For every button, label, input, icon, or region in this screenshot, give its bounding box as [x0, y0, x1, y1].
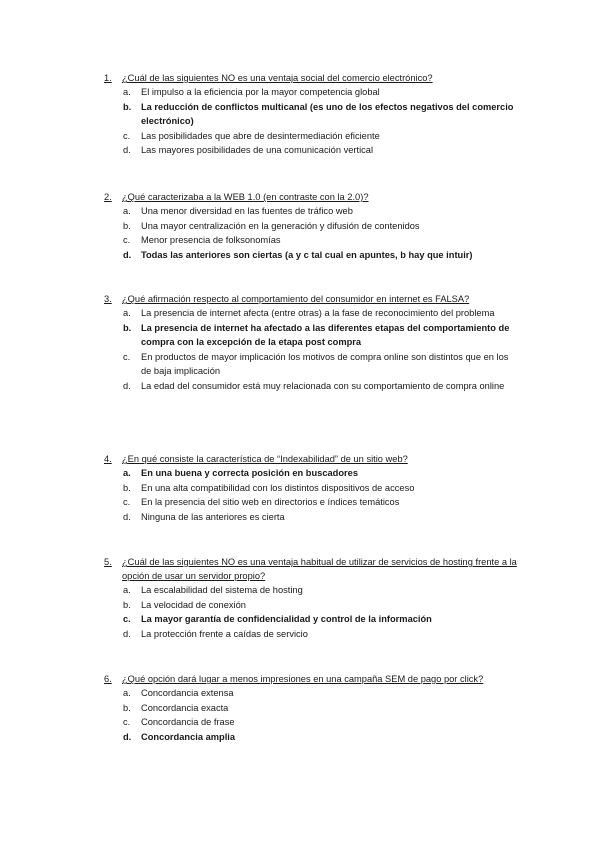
option-4c: c. En la presencia del sitio web en directorios e índices temáticos — [123, 497, 400, 508]
option-5c-correct: c. La mayor garantía de confidencialidad y control de la información — [123, 614, 432, 625]
question-number: 5. — [104, 557, 112, 567]
option-6a: a. Concordancia extensa — [123, 688, 234, 698]
question-number: 3. — [104, 294, 112, 304]
option-2a: a. Una menor diversidad en las fuentes de tráfico web — [123, 206, 353, 216]
option-6c: c. Concordancia de frase — [123, 717, 235, 728]
option-2d-correct: d. Todas las anteriores son ciertas (a y c tal cual en apuntes, b hay que intuir) — [123, 249, 473, 260]
question-5 — [0, 555, 600, 641]
option-5a: a. La escalabilidad del sistema de hosting — [123, 585, 303, 595]
option-6d-correct: d. Concordancia amplia — [123, 731, 236, 742]
option-4b: b. En una alta compatibilidad con los distintos dispositivos de acceso — [123, 482, 415, 493]
question-text: 5. ¿Cuál de las siguientes NO es una ventaja habitual de utilizar de servicios de hosting frente a la opción de usar un servidor propio? — [104, 557, 517, 581]
option-4a-correct: a. En una buena y correcta posición en buscadores — [123, 468, 358, 478]
question-number: 4. — [104, 454, 112, 464]
option-5d: d. La protección frente a caídas de servicio — [123, 628, 308, 639]
question-2 — [0, 190, 600, 262]
option-3a: a. La presencia de internet afecta (entre otras) a la fase de reconocimiento del problema — [123, 308, 495, 318]
option-6b: b. Concordancia exacta — [123, 702, 229, 713]
option-1c: c. Las posibilidades que abre de desintermediación eficiente — [123, 130, 380, 141]
question-number: 1. — [104, 73, 112, 83]
question-3 — [0, 292, 600, 394]
option-3b-correct: b. La presencia de internet ha afectado a las diferentes etapas del comportamiento de compra con la excepción de la etapa post compra — [123, 322, 510, 348]
question-text: 6. ¿Qué opción dará lugar a menos impresiones en una campaña SEM de pago por click? — [104, 674, 484, 684]
option-1a: a. El impulso a la eficiencia por la mayor competencia global — [123, 87, 380, 97]
question-4 — [0, 452, 600, 524]
option-2c: c. Menor presencia de folksonomías — [123, 235, 281, 246]
question-number: 2. — [104, 192, 112, 202]
question-6 — [0, 672, 600, 744]
question-1 — [0, 71, 600, 158]
option-5b: b. La velocidad de conexión — [123, 599, 246, 610]
question-number: 6. — [104, 674, 112, 684]
option-1b-correct: b. La reducción de conflictos multicanal (es uno de los efectos negativos del comercio electrónico) — [123, 101, 514, 127]
option-3d: d. La edad del consumidor está muy relacionada con su comportamiento de compra online — [123, 380, 505, 391]
option-4d: d. Ninguna de las anteriores es cierta — [123, 511, 285, 522]
question-text: 3. ¿Qué afirmación respecto al comportamiento del consumidor en internet es FALSA? — [104, 294, 470, 304]
question-text: 1. ¿Cuál de las siguientes NO es una ventaja social del comercio electrónico? — [104, 73, 433, 83]
option-1d: d. Las mayores posibilidades de una comunicación vertical — [123, 145, 374, 156]
option-2b: b. Una mayor centralización en la generación y difusión de contenidos — [123, 220, 420, 231]
option-3c: c. En productos de mayor implicación los motivos de compra online son distintos que en los de baja implicación — [123, 351, 509, 377]
question-text: 2. ¿Qué caracterizaba a la WEB 1.0 (en contraste con la 2.0)? — [104, 192, 369, 202]
question-text: 4. ¿En qué consiste la característica de “Indexabilidad” de un sitio web? — [104, 454, 408, 464]
